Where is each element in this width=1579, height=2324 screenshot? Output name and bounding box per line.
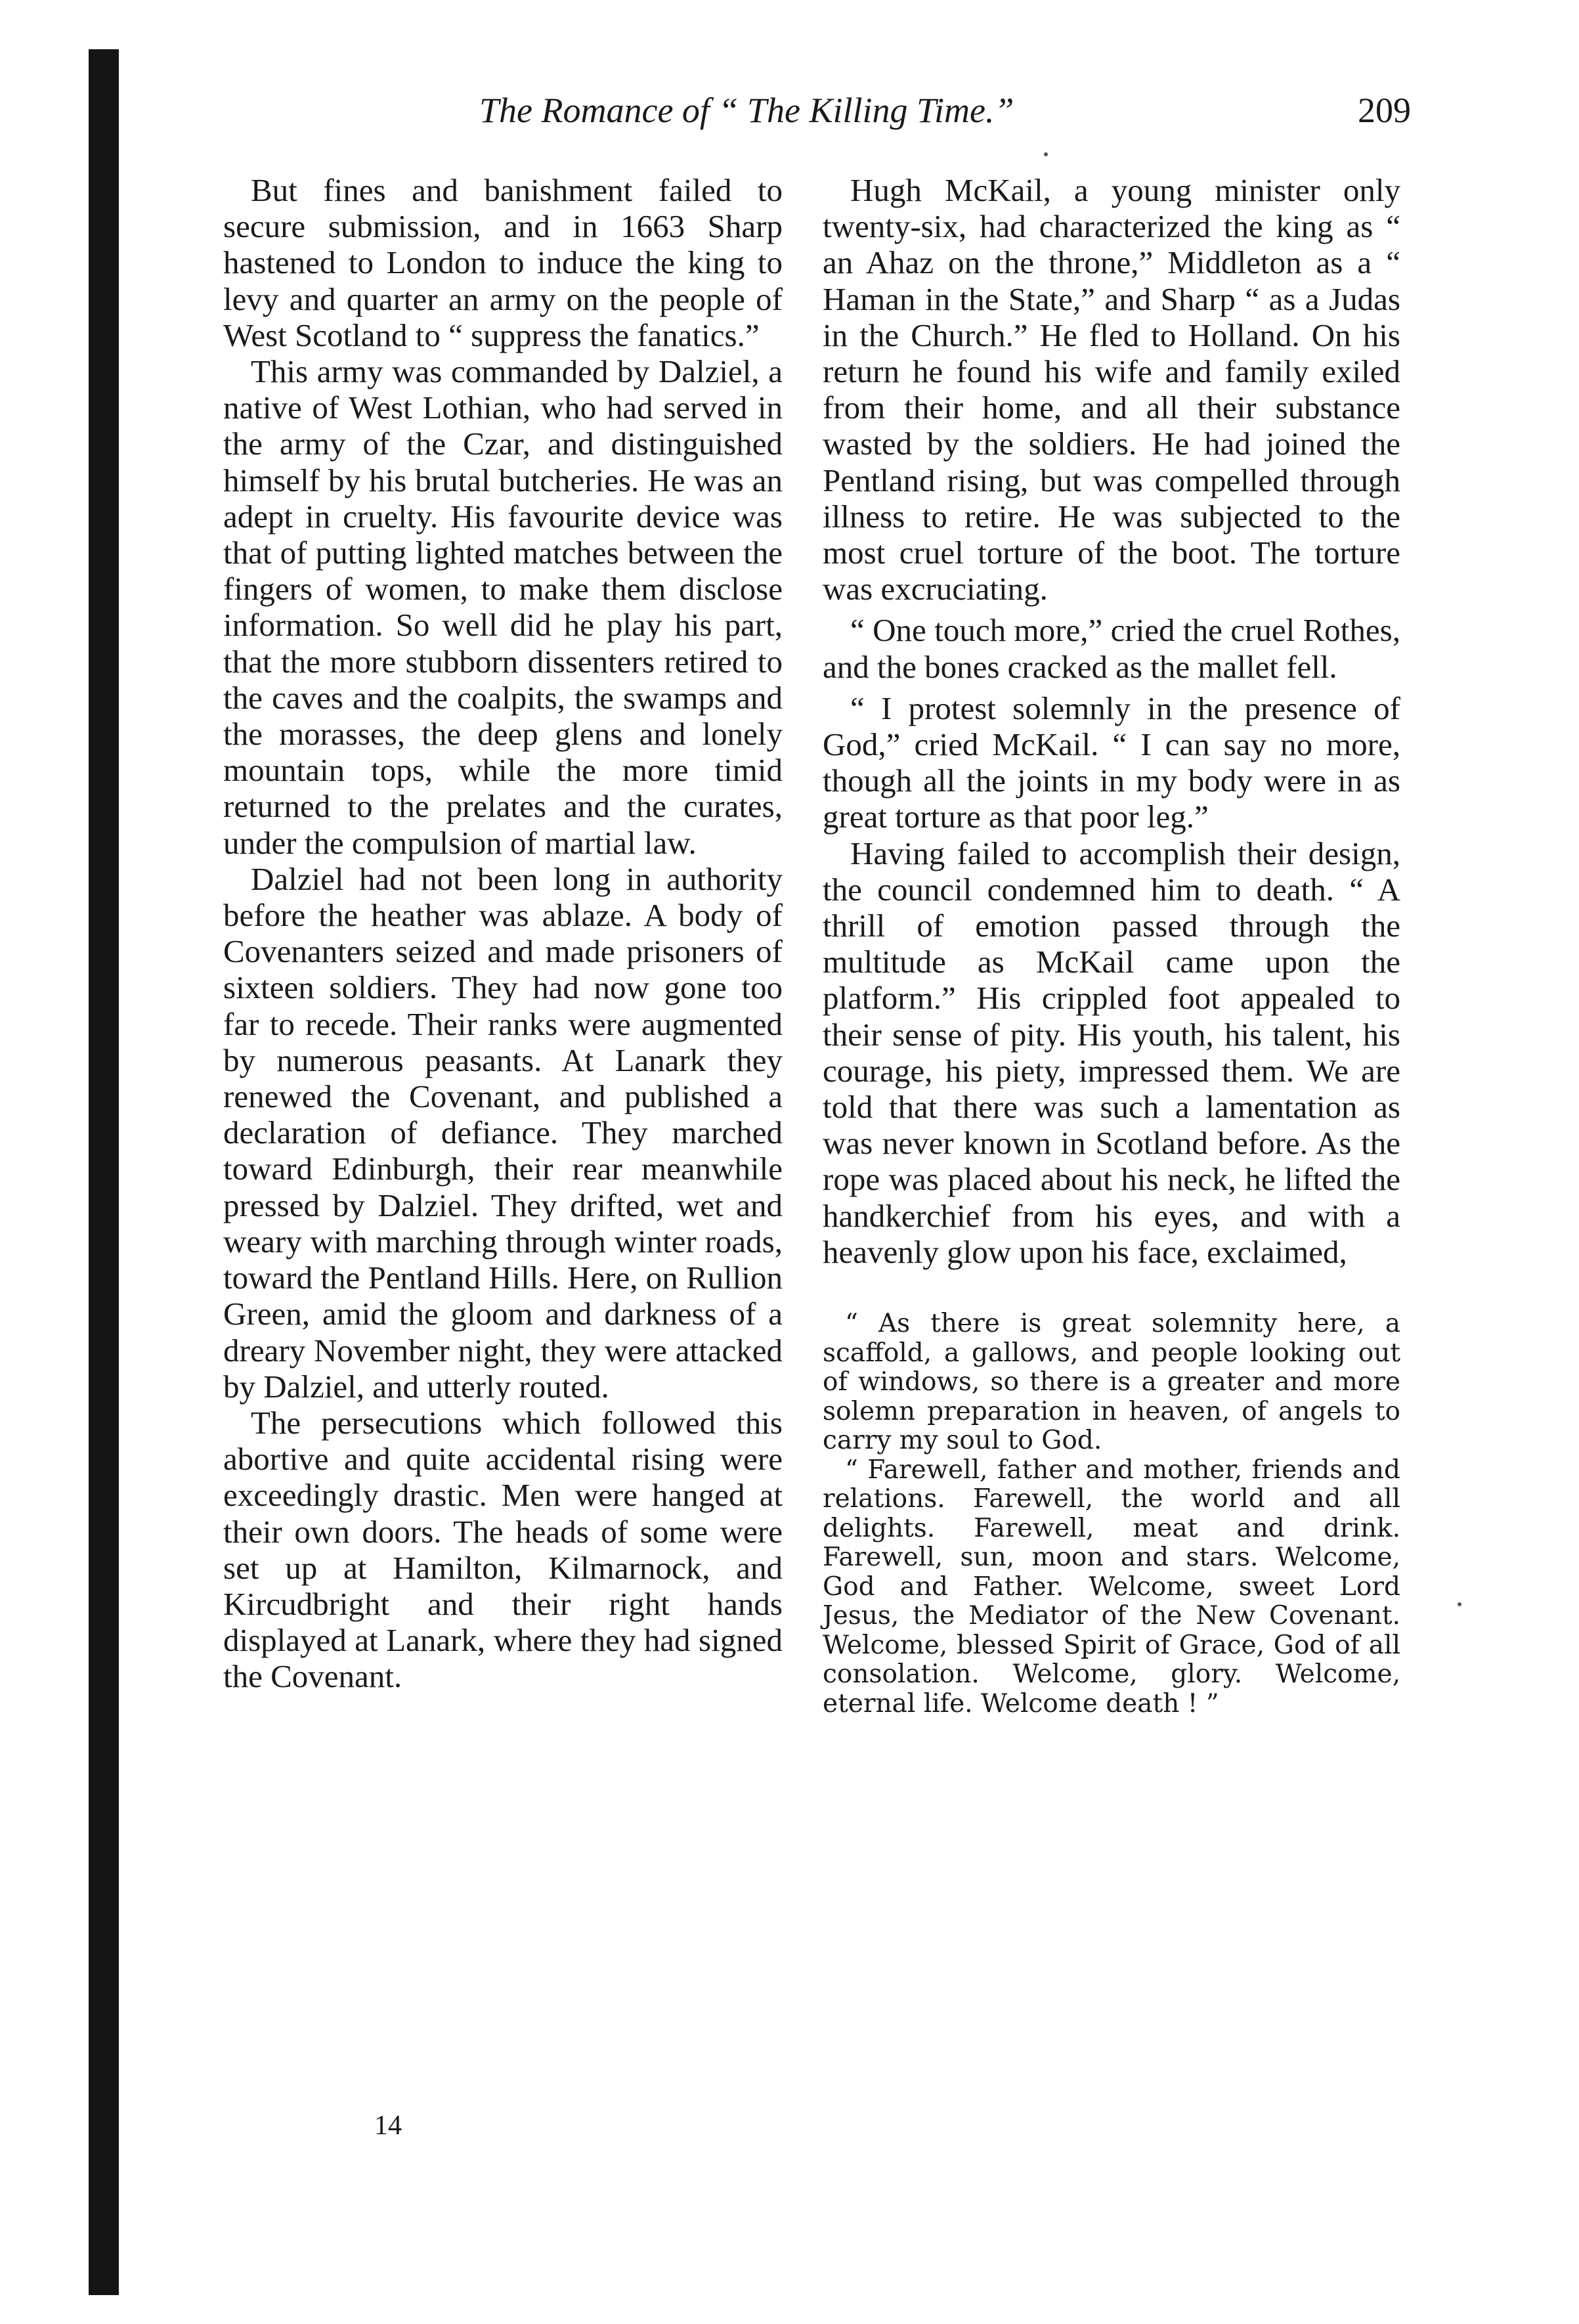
right-column [823,172,1400,1719]
paragraph: This army was commanded by Dalziel, a native of West Lothian, who had served in the army of the Czar, and distinguished himself by his brutal butcheries. He was an adept in cruelty. His favourite device was that of putting lighted matches between the fingers of women, to make them disclose information. So well did he play his part, that the more stubborn dissenters retired to the caves and the coalpits, the swamps and the morasses, the deep glens and lonely mountain tops, while the more timid returned to the prelates and the curates, under the compulsion of martial law. [223,353,783,861]
paragraph: “ One touch more,” cried the cruel Rothes, and the bones cracked as the mallet fell. [823,612,1400,685]
quotation-block [823,1309,1400,1719]
binding-edge [89,49,119,2295]
quotation-paragraph: “ As there is great solemnity here, a scaffold, a gallows, and people looking out of windows, so there is a greater and more solemn preparation in heaven, of angels to carry my soul to God. [823,1309,1400,1456]
paragraph: Hugh McKail, a young minister only twenty-six, had characterized the king as “ an Ahaz on the throne,” Middleton as a “ Haman in the State,” and Sharp “ as a Judas in the Church.” He fled to Holland. On his return he found his wife and family exiled from their home, and all their substance wasted by the soldiers. He had joined the Pentland rising, but was compelled through illness to retire. He was subjected to the most cruel torture of the boot. The torture was excruciating. [823,172,1400,607]
paragraph: But fines and banishment failed to secure submission, and in 1663 Sharp hastened to London to induce the king to levy and quarter an army on the people of West Scotland to “ suppress the fanatics.” [223,172,783,353]
paragraph: Dalziel had not been long in authority before the heather was ablaze. A body of Covenanters seized and made prisoners of sixteen soldiers. They had now gone too far to recede. Their ranks were augmented by numerous peasants. At Lanark they renewed the Covenant, and published a declaration of defiance. They marched toward Edinburgh, their rear meanwhile pressed by Dalziel. They drifted, wet and weary with marching through winter roads, toward the Pentland Hills. Here, on Rullion Green, amid the gloom and darkness of a dreary November night, they were attacked by Dalziel, and utterly routed. [223,860,783,1405]
running-title: The Romance of “ The Killing Time.” [479,91,1014,130]
print-speck [1458,1602,1461,1606]
paragraph: “ I protest solemnly in the presence of God,” cried McKail. “ I can say no more, though all the joints in my body were in as great torture as that poor leg.” [823,690,1400,835]
page-header [0,84,1579,137]
print-speck [1044,152,1048,156]
signature-mark: 14 [374,2111,402,2141]
page-number: 209 [1358,91,1411,130]
paragraph: The persecutions which followed this abortive and quite accidental rising were exceedingly drastic. Men were hanged at their own doors. The heads of some were set up at Hamilton, Kilmarnock, and Kircudbright and their right hands displayed at Lanark, where they had signed the Covenant. [223,1404,783,1695]
left-column [223,172,783,1695]
quotation-paragraph: “ Farewell, father and mother, friends and relations. Farewell, the world and all delights. Farewell, meat and drink. Farewell, sun, moon and stars. Welcome, God and Father. Welcome, sweet Lord Jesus, the Mediator of the New Covenant. Welcome, blessed Spirit of Grace, God of all consolation. Welcome, glory. Welcome, eternal life. Welcome death ! ” [823,1455,1400,1719]
paragraph: Having failed to accomplish their design, the council condemned him to death. “ A thrill of emotion passed through the multitude as McKail came upon the platform.” His crippled foot appealed to their sense of pity. His youth, his talent, his courage, his piety, impressed them. We are told that there was such a lamentation as was never known in Scotland before. As the rope was placed about his neck, he lifted the handkerchief from his eyes, and with a heavenly glow upon his face, exclaimed, [823,835,1400,1270]
